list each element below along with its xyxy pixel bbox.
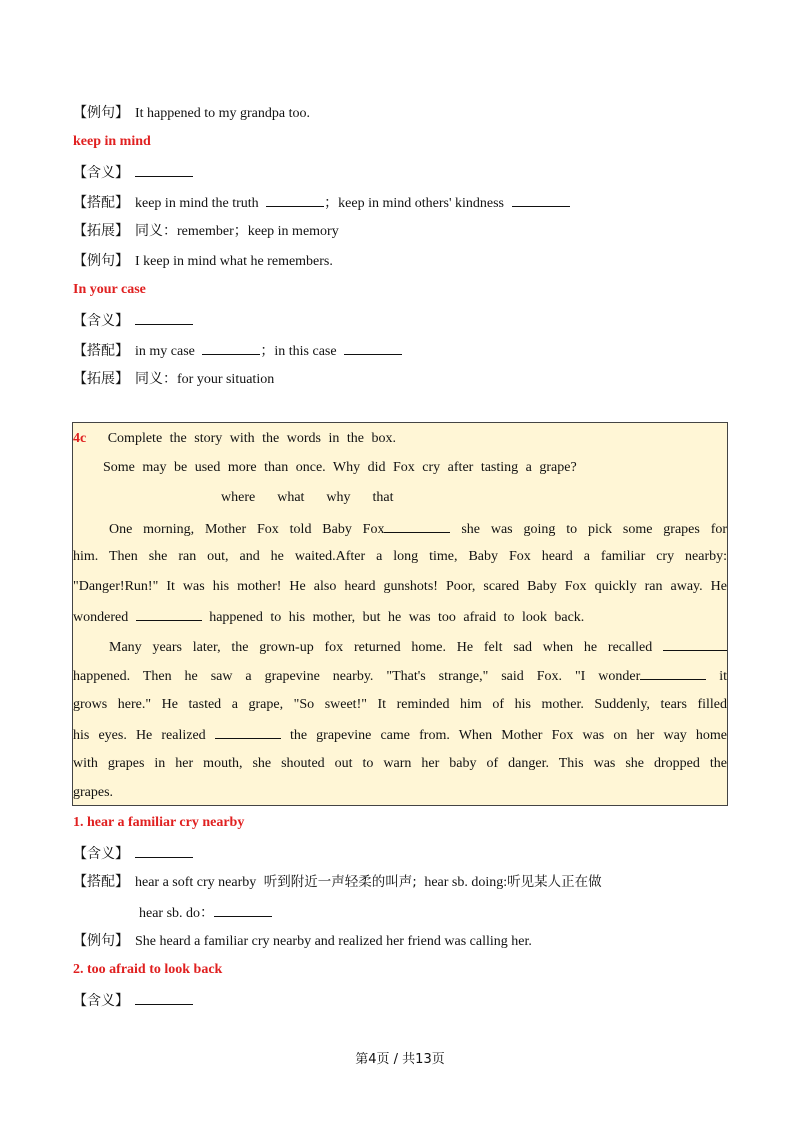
meaning-line <box>73 311 193 331</box>
example-tag: 【例句】 <box>73 253 129 269</box>
story-line: "Danger!Run!" It was his mother! He also heard gunshots! Poor, scared Baby Fox quickly ran away. He <box>73 579 727 594</box>
word-option: what <box>277 490 305 505</box>
collocation-text-b: ；keep in mind others' kindness <box>324 196 504 211</box>
meaning-line <box>73 844 193 864</box>
example-text: I keep in mind what he remembers. <box>135 254 333 269</box>
answer-blank[interactable] <box>202 341 260 355</box>
collocation-text-a: hear a soft cry nearby <box>135 875 257 890</box>
story-text: happened to his mother, but he was too afraid to look back. <box>209 610 585 625</box>
story-line: grows here." He tasted a grape, "So sweet!" It reminded him of his mother. Suddenly, tears filled <box>73 697 727 712</box>
example-tag: 【例句】 <box>73 105 129 121</box>
example-text: It happened to my grandpa too. <box>135 106 310 121</box>
meaning-tag: 【含义】 <box>73 846 129 862</box>
heading-in-your-case: In your case <box>73 282 146 297</box>
example-line <box>73 104 310 123</box>
extension-line <box>73 222 339 241</box>
collocation-cn-b: 听见某人正在做 <box>507 874 602 890</box>
exercise-box <box>72 422 728 806</box>
extension-text: 同义：for your situation <box>135 372 275 387</box>
story-line <box>73 725 727 745</box>
meaning-line <box>73 991 193 1011</box>
collocation-tag: 【搭配】 <box>73 195 129 211</box>
story-line: grapes. <box>73 785 114 800</box>
page-footer: 第4页 / 共13页 <box>355 1052 445 1067</box>
extension-text: 同义：remember；keep in memory <box>135 224 339 239</box>
collocation-line <box>73 873 602 892</box>
story-line <box>73 637 727 657</box>
example-text: She heard a familiar cry nearby and realized her friend was calling her. <box>135 934 532 949</box>
collocation-line <box>73 193 570 213</box>
heading-too-afraid: 2. too afraid to look back <box>73 962 223 977</box>
word-box <box>221 489 521 507</box>
collocation-tag: 【搭配】 <box>73 874 129 890</box>
story-line <box>73 519 727 539</box>
example-line <box>73 932 532 951</box>
collocation-text-a: in my case <box>135 344 195 359</box>
word-option: where <box>221 490 256 505</box>
extension-tag: 【拓展】 <box>73 223 129 239</box>
story-line <box>73 607 727 627</box>
heading-hear-a-familiar-cry: 1. hear a familiar cry nearby <box>73 815 245 830</box>
story-text: happened. Then he saw a grapevine nearby. "That's strange," said Fox. "I wonder <box>73 669 641 684</box>
heading-keep-in-mind: keep in mind <box>73 134 151 149</box>
answer-blank[interactable] <box>136 607 202 621</box>
extension-line <box>73 370 274 389</box>
answer-blank[interactable] <box>640 666 706 680</box>
exercise-label: 4c <box>73 431 87 446</box>
word-option: why <box>326 490 351 505</box>
answer-blank[interactable] <box>135 991 193 1005</box>
story-text: Many years later, the grown-up fox returned home. He felt sad when he recalled <box>109 640 653 655</box>
collocation-line <box>73 341 402 361</box>
story-text: it <box>719 669 727 684</box>
answer-blank[interactable] <box>663 637 727 651</box>
exercise-question: Some may be used more than once. Why did Fox cry after tasting a grape? <box>103 460 577 475</box>
story-line <box>73 666 727 686</box>
extension-tag: 【拓展】 <box>73 371 129 387</box>
answer-blank[interactable] <box>384 519 450 533</box>
meaning-tag: 【含义】 <box>73 993 129 1009</box>
collocation-text-a: keep in mind the truth <box>135 196 259 211</box>
answer-blank[interactable] <box>135 844 193 858</box>
answer-blank[interactable] <box>215 725 281 739</box>
answer-blank[interactable] <box>512 193 570 207</box>
exercise-instruction <box>73 430 727 448</box>
story-text: One morning, Mother Fox told Baby Fox <box>109 522 385 537</box>
story-text: wondered <box>73 610 129 625</box>
story-text: his eyes. He realized <box>73 728 206 743</box>
collocation-cn-a: 听到附近一声轻柔的叫声; <box>263 874 417 890</box>
answer-blank[interactable] <box>266 193 324 207</box>
collocation-tag: 【搭配】 <box>73 343 129 359</box>
meaning-tag: 【含义】 <box>73 165 129 181</box>
story-line: with grapes in her mouth, she shouted out to warn her baby of danger. This was she dropped the <box>73 756 727 771</box>
collocation-text-b: ；in this case <box>260 344 337 359</box>
instruction-text: Complete the story with the words in the box. <box>107 431 396 446</box>
answer-blank[interactable] <box>135 311 193 325</box>
collocation-line-2 <box>139 903 272 923</box>
collocation-text-b: hear sb. doing: <box>424 875 508 890</box>
story-line: him. Then she ran out, and he waited.After a long time, Baby Fox heard a familiar cry nearby: <box>73 549 727 564</box>
story-text: the grapevine came from. When Mother Fox was on her way home <box>289 728 728 743</box>
answer-blank[interactable] <box>214 903 272 917</box>
answer-blank[interactable] <box>135 163 193 177</box>
answer-blank[interactable] <box>344 341 402 355</box>
meaning-tag: 【含义】 <box>73 313 129 329</box>
word-option: that <box>372 490 394 505</box>
example-line <box>73 252 333 271</box>
meaning-line <box>73 163 193 183</box>
story-text: she was going to pick some grapes for <box>461 522 728 537</box>
collocation-text-c: hear sb. do： <box>139 906 215 921</box>
example-tag: 【例句】 <box>73 933 129 949</box>
